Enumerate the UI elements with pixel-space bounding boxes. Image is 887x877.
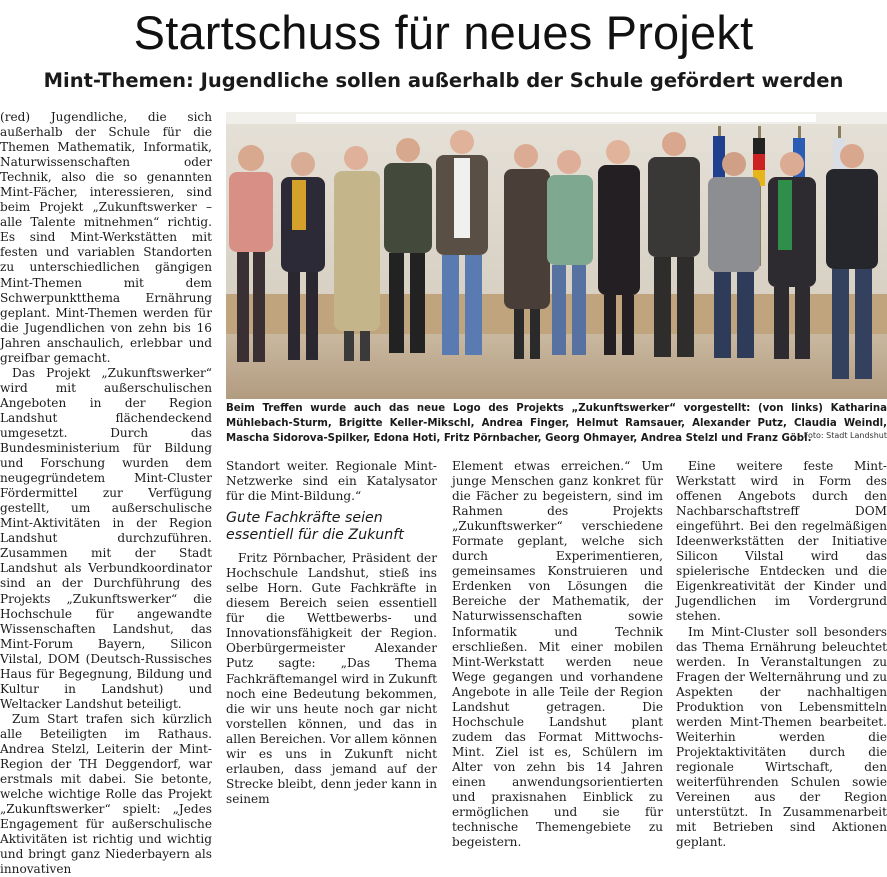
group-photo: [226, 112, 887, 399]
paragraph: Fritz Pörnbacher, Präsident der Hochschule Landshut, stieß ins selbe Horn. Gute Fachkräfte in diesem Bereich seien essentiell für die Wettbewerbs- und Innovationsfähigkeit der Region. Oberbürgermeister Alexander Putz sagte: „Das Thema Fachkräftemangel wird in Zukunft noch eine Bedeutung bekommen, die wir uns heute noch gar nicht vorstellen können, und das in allen Bereichen. Vor allem können wir es uns in Zukunft nicht erlauben, dass jemand auf der Strecke bleibt, denn jeder kann in seinem: [226, 551, 437, 806]
text-column-2: [226, 459, 437, 807]
text-column-1: [0, 110, 212, 877]
section-heading: Gute Fachkräfte seien essentiell für die Zukunft: [226, 510, 404, 544]
paragraph: Zum Start trafen sich kürzlich alle Beteiligten im Rathaus. Andrea Stelzl, Leiterin der Mint-Region der TH Deggendorf, war erstmals mit dabei. Sie betonte, welche wichtige Rolle das Projekt „Zukunftswerker“ spielt: „Jedes Engagement für außerschulische Aktivitäten ist richtig und wichtig und bringt ganz Niederbayern als innovativen: [0, 711, 212, 877]
article-headline: Startschuss für neues Projekt: [133, 6, 754, 59]
text-column-3: [452, 459, 663, 850]
text-column-4: [676, 459, 887, 850]
photo-caption: Beim Treffen wurde auch das neue Logo des Projekts „Zukunftswerker“ vorgestellt: (von links) Katharina Mühlebach-Sturm, Brigitte Keller-Mikschl, Andrea Finger, Helmut Ramsauer, Alexander Putz, Claudia Weindl, Mascha Sidorova-Spilker, Edona Hoti, Fritz Pörnbacher, Georg Ohmayer, Andrea Stelzl und Franz Göbl.: [226, 403, 887, 444]
paragraph: Element etwas erreichen.“ Um junge Menschen ganz konkret für die Fächer zu begeistern, sind im Rahmen des Projekts „Zukunftswerker“ verschiedene Formate geplant, welche sich durch Experimentieren, gemeinsames Konstruieren und Erdenken von Lösungen die Bereiche der Mathematik, der Naturwissenschaften sowie Informatik und Technik erschließen. Mit einer mobilen Mint-Werkstatt werden neue Wege gegangen und vorhandene Angebote in alle Teile der Region Landshut getragen. Die Hochschule Landshut plant zudem das Format Mittwochs-Mint. Ziel ist es, Schülern im Alter von zehn bis 14 Jahren einen anwendungsorientierten und praxisnahen Einblick zu ermöglichen und sie für technische Themengebiete zu begeistern.: [452, 459, 663, 850]
paragraph: Im Mint-Cluster soll besonders das Thema Ernährung beleuchtet werden. In Veranstaltungen zu Fragen der Welternährung und zu Aspekten der nachhaltigen Produktion von Lebensmitteln werden Mint-Themen bearbeitet. Weiterhin werden die Projektaktivitäten durch die regionale Wirtschaft, den weiterführenden Schulen sowie Vereinen aus der Region unterstützt. In Zusammenarbeit mit Betrieben sind Aktionen geplant.: [676, 624, 887, 850]
photo-credit: Foto: Stadt Landshut: [803, 431, 887, 440]
paragraph: Eine weitere feste Mint-Werkstatt wird in Form des offenen Angebots durch den Nachbarschaftstreff DOM eingeführt. Bei den regelmäßigen Ideenwerkstätten der Initiative Silicon Vilstal wird das spielerische Entdecken und die Eigenkreativität der Kinder und Jugendlichen im Vordergrund stehen.: [676, 459, 887, 624]
paragraph: Standort weiter. Regionale Mint-Netzwerke sind ein Katalysator für die Mint-Bildung.“: [226, 459, 437, 504]
paragraph: (red) Jugendliche, die sich außerhalb der Schule für die Themen Mathematik, Informatik, Naturwissenschaften oder Technik, also die so genannten Mint-Fächer, interessieren, sind beim Projekt „Zukunftswerker – alle Talente mitnehmen“ richtig. Es sind Mint-Werkstätten mit festen und variablen Standorten zu unterschiedlichen gängigen Mint-Themen mit dem Schwerpunktthema Ernährung geplant. Mint-Themen werden für die Jugendlichen von zehn bis 16 Jahren anschaulich, erlebbar und greifbar gemacht.: [0, 110, 212, 365]
article-subheadline: Mint-Themen: Jugendliche sollen außerhalb der Schule gefördert werden: [43, 69, 844, 92]
paragraph: Das Projekt „Zukunftswerker“ wird mit außerschulischen Angeboten in der Region Landshut flächendeckend umgesetzt. Durch das Bundesministerium für Bildung und Forschung wurden dem neugegründetem Mint-Cluster Fördermittel zur Verfügung gestellt, um außerschulische Mint-Aktivitäten in der Region Landshut durchzuführen. Zusammen mit der Stadt Landshut als Verbundkoordinator sind an der Durchführung des Projekts „Zukunftswerker“ die Hochschule für angewandte Wissenschaften Landshut, das Mint-Forum Bayern, Silicon Vilstal, DOM (Deutsch-Russisches Haus für Begegnung, Bildung und Kultur in Landshut) und Weltacker Landshut beteiligt.: [0, 365, 212, 711]
